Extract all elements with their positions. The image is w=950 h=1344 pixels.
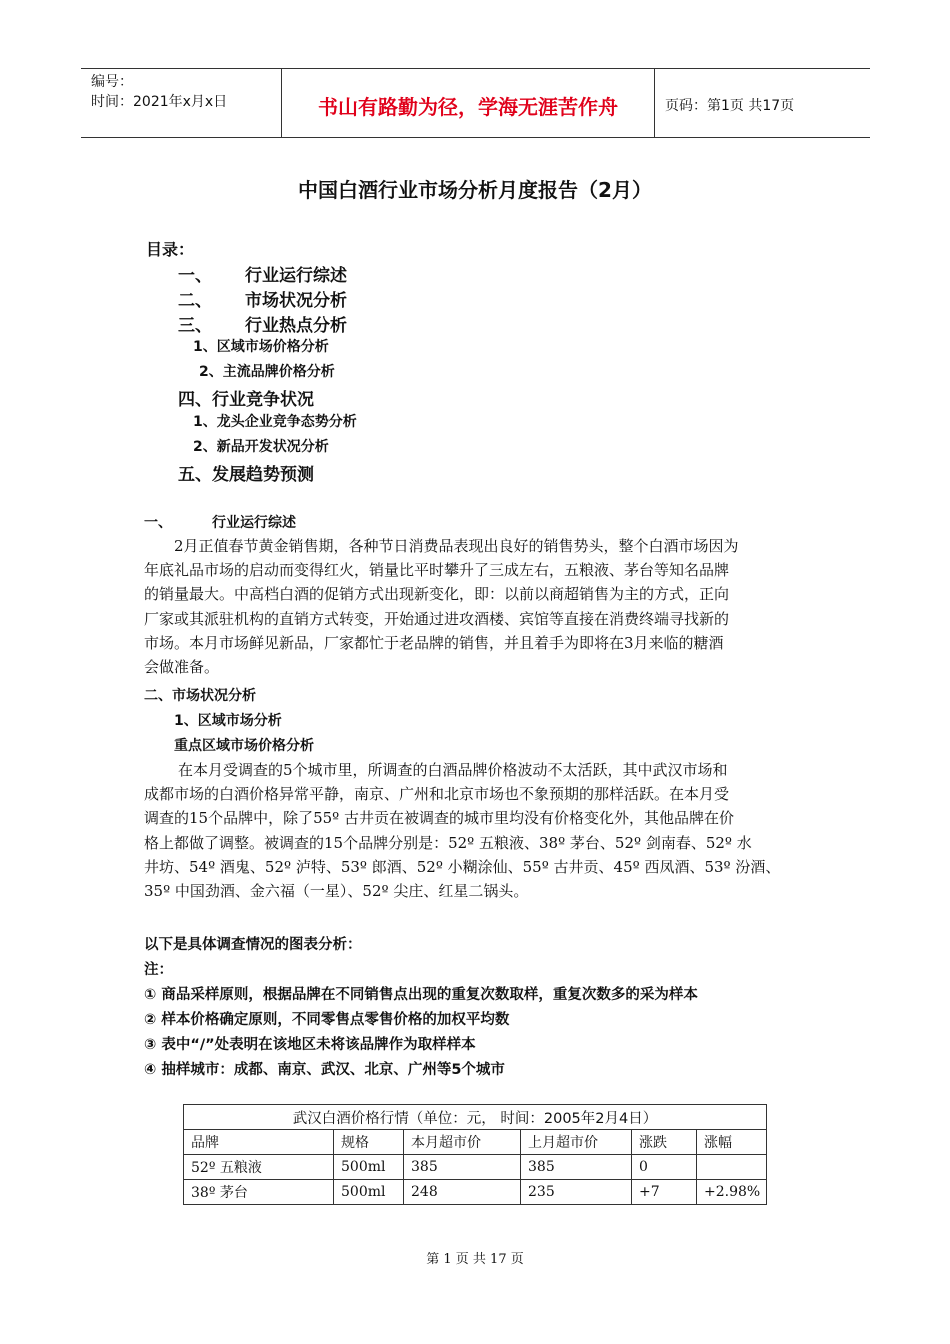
table-header-cell: 规格 [334, 1130, 404, 1155]
toc-subitem: 1、区域市场价格分析 [193, 339, 329, 355]
header-page-cell [655, 69, 870, 137]
table-header-row [184, 1130, 767, 1155]
toc-item [178, 311, 347, 336]
toc-subitem: 2、主流品牌价格分析 [199, 364, 335, 380]
page-footer: 第 1 页 共 17 页 [426, 1252, 524, 1267]
paragraph-line: 35º 中国劲酒、金六福（一星）、52º 尖庄、红星二锅头。 [144, 882, 529, 901]
toc-item: 四、行业竞争状况 [178, 390, 314, 410]
section1-heading [144, 512, 296, 532]
table-cell: 385 [521, 1155, 632, 1180]
toc-item: 五、发展趋势预测 [178, 465, 314, 485]
paragraph-line: 会做准备。 [144, 658, 220, 677]
paragraph-line: 厂家或其派驻机构的直销方式转变，开始通过进攻酒楼、宾馆等直接在消费终端寻找新的 [144, 609, 730, 628]
table-cell: 385 [404, 1155, 521, 1180]
toc-item-text: 行业热点分析 [245, 316, 347, 336]
note-item: ② 样本价格确定原则，不同零售点零售价格的加权平均数 [144, 1012, 510, 1028]
table-header-cell: 品牌 [184, 1130, 334, 1155]
section2-heading: 二、市场状况分析 [144, 688, 256, 704]
toc-item [178, 286, 347, 311]
report-title: 中国白酒行业市场分析月度报告（2月） [298, 178, 652, 202]
note-item: ③ 表中“/”处表明在该地区未将该品牌作为取样样本 [144, 1037, 476, 1053]
header-left-cell [81, 69, 282, 137]
paragraph-line: 调查的15个品牌中，除了55º 古井贡在被调查的城市里均没有价格变化外，其他品牌在价 [144, 809, 734, 828]
toc-item-number: 一、 [178, 266, 212, 286]
table-cell: 235 [521, 1180, 632, 1205]
table-header-cell: 涨幅 [697, 1130, 767, 1155]
section2-subheading: 1、区域市场分析 [174, 713, 282, 729]
table-row [184, 1180, 767, 1205]
table-header-cell: 本月超市价 [404, 1130, 521, 1155]
toc-subitem: 2、新品开发状况分析 [193, 439, 329, 455]
table-cell [697, 1155, 767, 1180]
price-table [183, 1104, 767, 1205]
page-header [81, 68, 870, 138]
table-caption: 武汉白酒价格行情（单位：元， 时间：2005年2月4日） [184, 1105, 767, 1130]
header-motto-cell [282, 69, 655, 137]
table-cell: 0 [632, 1155, 697, 1180]
section2-subheading-2: 重点区域市场价格分析 [174, 738, 314, 754]
note-item: ④ 抽样城市：成都、南京、武汉、北京、广州等5个城市 [144, 1062, 505, 1078]
toc-heading: 目录： [146, 240, 195, 259]
table-cell: 248 [404, 1180, 521, 1205]
section1-number: 一、 [144, 515, 172, 531]
paragraph-line: 2月正值春节黄金销售期，各种节日消费品表现出良好的销售势头，整个白酒市场因为 [174, 537, 739, 555]
table-cell: +2.98% [697, 1180, 767, 1205]
table-cell: 38º 茅台 [184, 1180, 334, 1205]
toc-item-text: 行业运行综述 [245, 266, 347, 286]
table-cell: +7 [632, 1180, 697, 1205]
paragraph-line: 格上都做了调整。被调查的15个品牌分别是：52º 五粮液、38º 茅台、52º 剑南春、52º 水 [144, 833, 752, 852]
table-caption-row [184, 1105, 767, 1130]
section2-paragraph [144, 758, 818, 903]
table-header-cell: 涨跌 [632, 1130, 697, 1155]
toc-item-number: 二、 [178, 291, 212, 311]
table-header-cell: 上月超市价 [521, 1130, 632, 1155]
section1-title: 行业运行综述 [212, 515, 296, 531]
toc-item-number: 三、 [178, 316, 212, 336]
table-cell: 500ml [334, 1155, 404, 1180]
toc-subitem: 1、龙头企业竞争态势分析 [193, 414, 357, 430]
analysis-intro: 以下是具体调查情况的图表分析： [144, 937, 362, 953]
paragraph-line: 年底礼品市场的启动而变得红火，销量比平时攀升了三成左右，五粮液、茅台等知名品牌 [144, 561, 730, 580]
paragraph-line: 的销量最大。中高档白酒的促销方式出现新变化，即：以前以商超销售为主的方式，正向 [144, 585, 730, 604]
section1-paragraph [144, 534, 818, 679]
page-info: 页码：第1页 共17页 [665, 98, 795, 114]
paragraph-line: 在本月受调查的5个城市里，所调查的白酒品牌价格波动不太活跃，其中武汉市场和 [178, 761, 728, 779]
paragraph-line: 井坊、54º 酒鬼、52º 泸特、53º 郎酒、52º 小糊涂仙、55º 古井贡、45º 西凤酒、53º 汾酒、 [144, 857, 781, 876]
document-number-label: 编号： [91, 74, 133, 90]
paragraph-line: 成都市场的白酒价格异常平静，南京、广州和北京市场也不象预期的那样活跃。在本月受 [144, 785, 730, 804]
toc-item [178, 261, 347, 286]
note-item: ① 商品采样原则，根据品牌在不同销售点出现的重复次数取样，重复次数多的采为样本 [144, 987, 698, 1003]
paragraph-line: 市场。本月市场鲜见新品，厂家都忙于老品牌的销售，并且着手为即将在3月来临的糖酒 [144, 633, 724, 652]
motto-text: 书山有路勤为径，学海无涯苦作舟 [318, 95, 618, 119]
toc-item-text: 市场状况分析 [245, 291, 347, 311]
table-row [184, 1155, 767, 1180]
document-time-label: 时间：2021年x月x日 [91, 94, 228, 110]
table-cell: 52º 五粮液 [184, 1155, 334, 1180]
table-cell: 500ml [334, 1180, 404, 1205]
notes-label: 注： [144, 962, 173, 978]
